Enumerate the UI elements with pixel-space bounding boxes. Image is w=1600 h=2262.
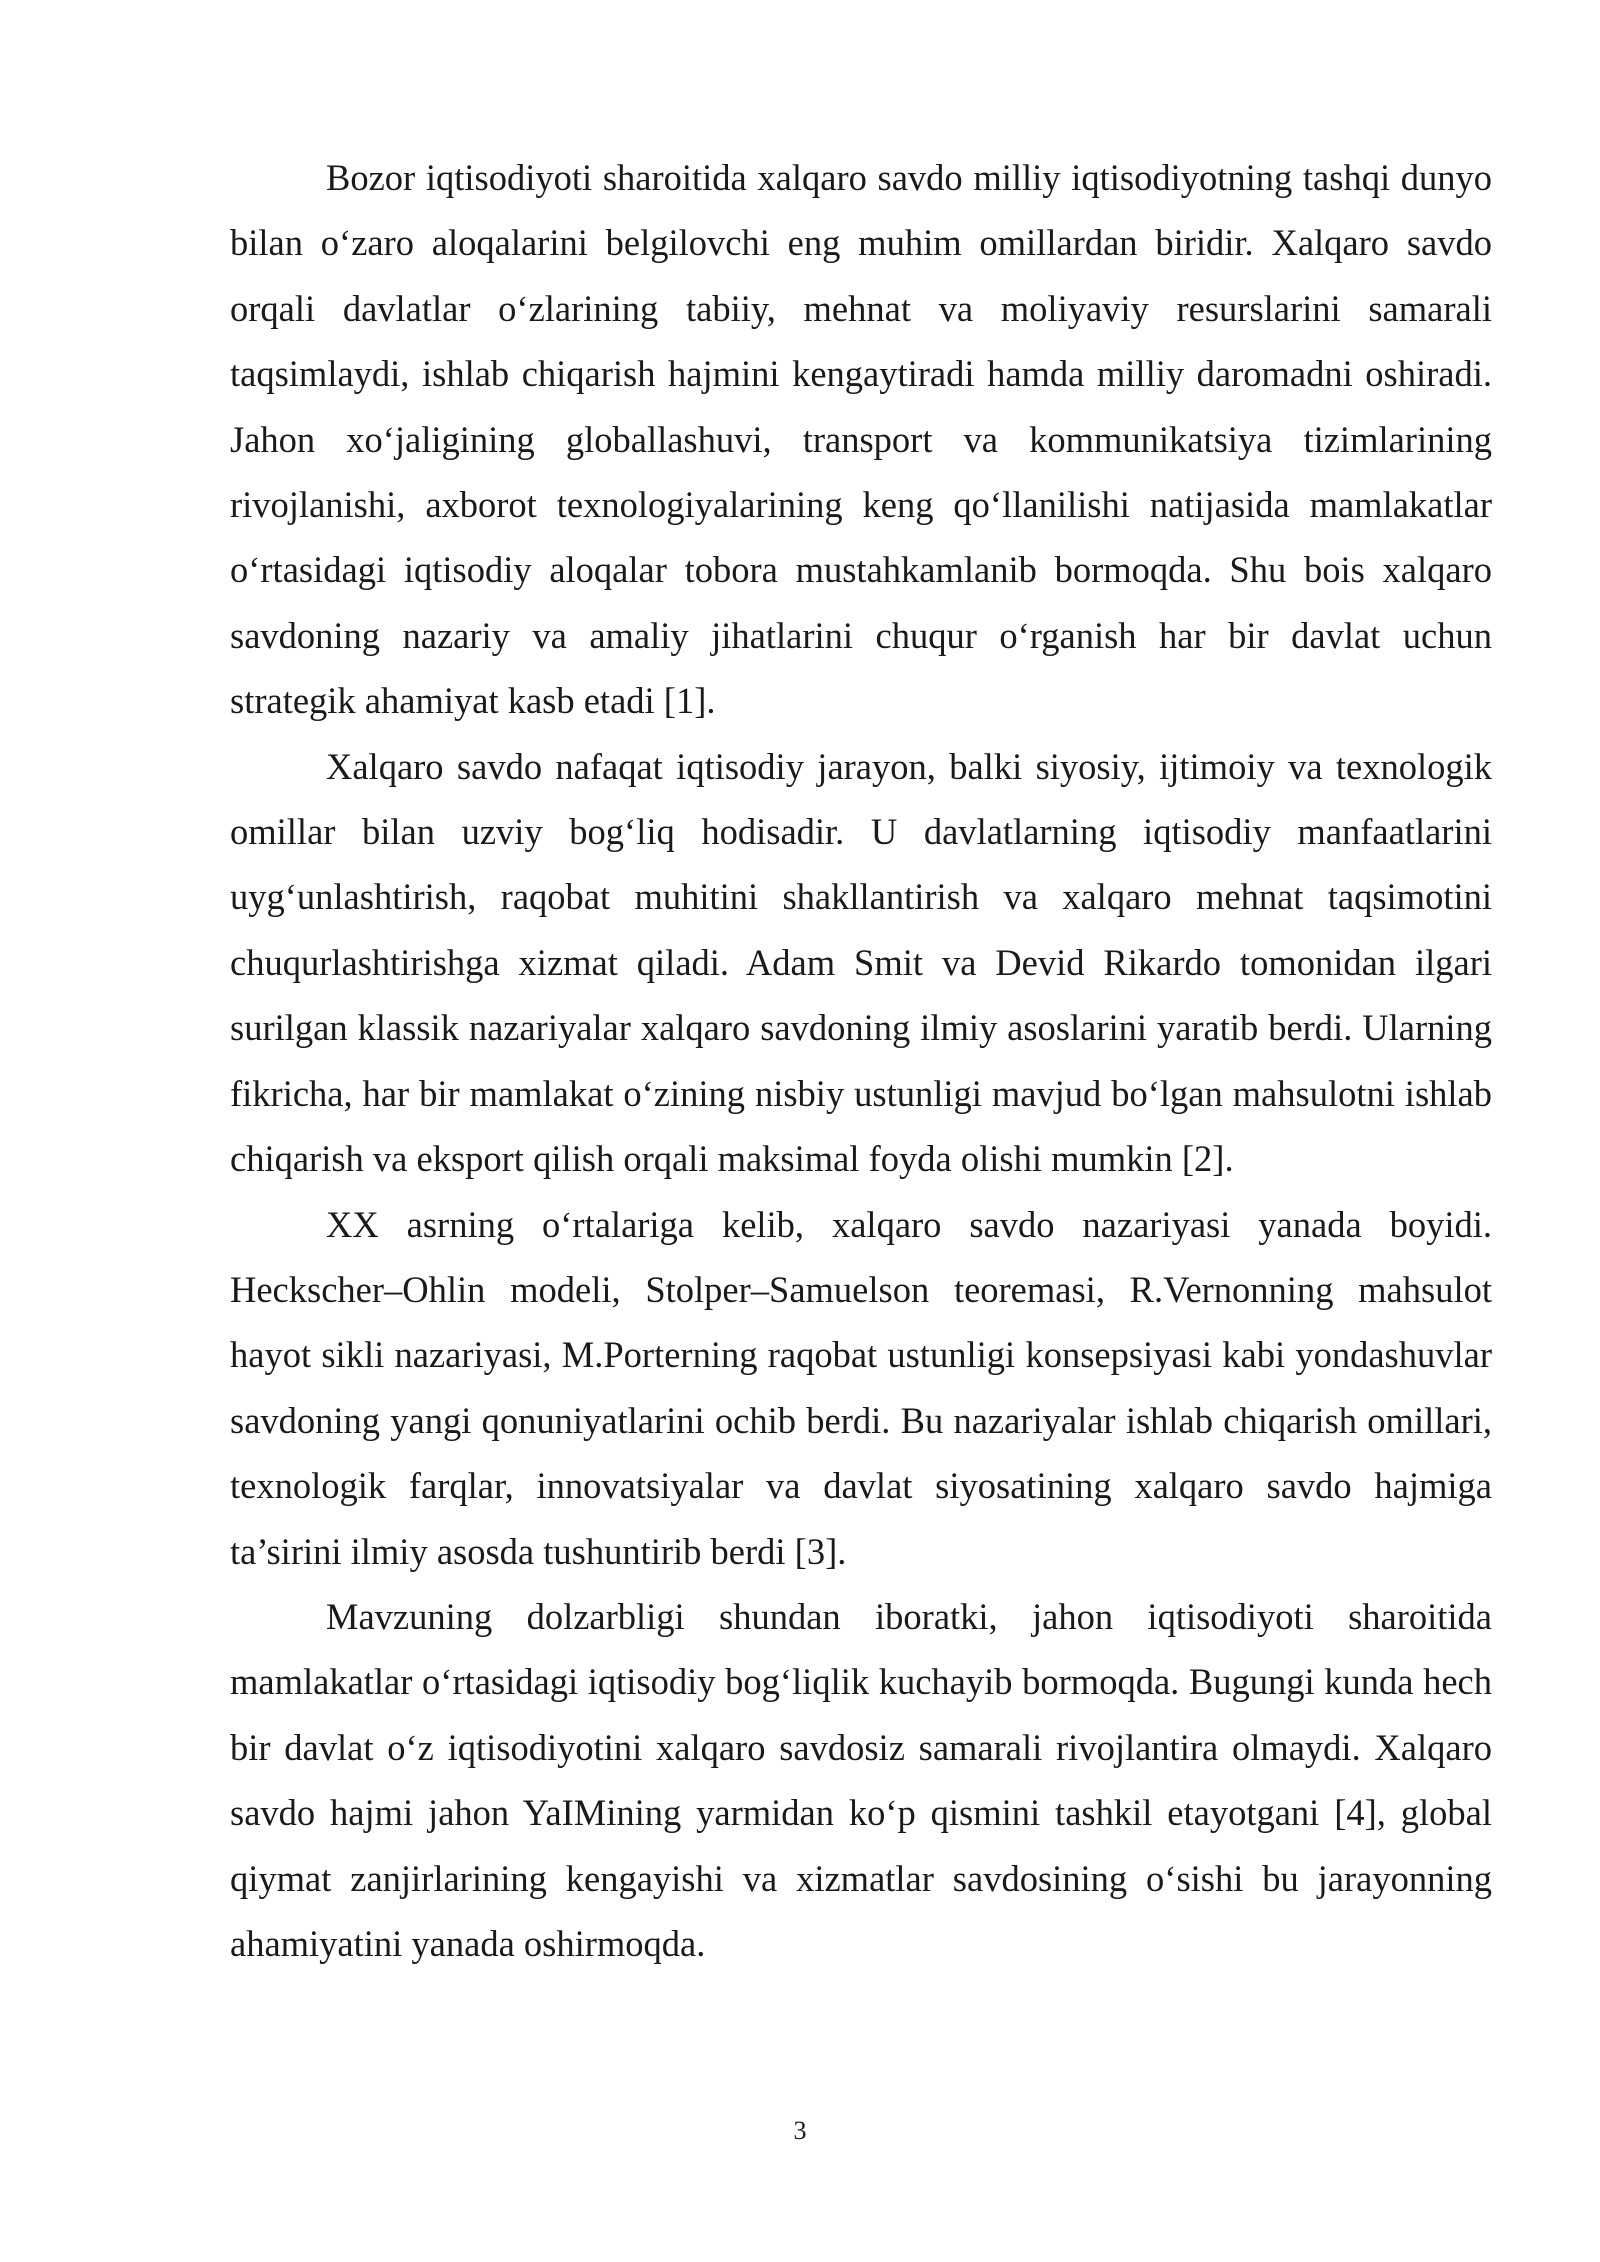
- page-number: 3: [793, 2116, 807, 2145]
- paragraph-1: Bozor iqtisodiyoti sharoitida xalqaro savdo milliy iqtisodiyotning tashqi dunyo bilan o‘zaro aloqalarini belgilovchi eng muhim omillardan biridir. Xalqaro savdo orqali davlatlar o‘zlarining tabiiy, mehnat va moliyaviy resurslarini samarali taqsimlaydi, ishlab chiqarish hajmini kengaytiradi hamda milliy daromadni oshiradi. Jahon xo‘jaligining globallashuvi, transport va kommunikatsiya tizimlarining rivojlanishi, axborot texnologiyalarining keng qo‘llanilishi natijasida mamlakatlar o‘rtasidagi iqtisodiy aloqalar tobora mustahkamlanib bormoqda. Shu bois xalqaro savdoning nazariy va amaliy jihatlarini chuqur o‘rganish har bir davlat uchun strategik ahamiyat kasb etadi [1].: [230, 157, 1492, 722]
- paragraph-4: Mavzuning dolzarbligi shundan iboratki, jahon iqtisodiyoti sharoitida mamlakatlar o‘rtasidagi iqtisodiy bog‘liqlik kuchayib bormoqda. Bugungi kunda hech bir davlat o‘z iqtisodiyotini xalqaro savdosiz samarali rivojlantira olmaydi. Xalqaro savdo hajmi jahon YaIMining yarmidan ko‘p qismini tashkil etayotgani [4], global qiymat zanjirlarining kengayishi va xizmatlar savdosining o‘sishi bu jarayonning ahamiyatini yanada oshirmoqda.: [230, 1595, 1492, 1964]
- body-text: [230, 145, 1492, 1976]
- paragraph-2: Xalqaro savdo nafaqat iqtisodiy jarayon, balki siyosiy, ijtimoiy va texnologik omillar bilan uzviy bog‘liq hodisadir. U davlatlarning iqtisodiy manfaatlarini uyg‘unlashtirish, raqobat muhitini shakllantirish va xalqaro mehnat taqsimotini chuqurlashtirishga xizmat qiladi. Adam Smit va Devid Rikardo tomonidan ilgari surilgan klassik nazariyalar xalqaro savdoning ilmiy asoslarini yaratib berdi. Ularning fikricha, har bir mamlakat o‘zining nisbiy ustunligi mavjud bo‘lgan mahsulotni ishlab chiqarish va eksport qilish orqali maksimal foyda olishi mumkin [2].: [230, 745, 1492, 1180]
- paragraph-3: XX asrning o‘rtalariga kelib, xalqaro savdo nazariyasi yanada boyidi. Heckscher–Ohlin modeli, Stolper–Samuelson teoremasi, R.Vernonning mahsulot hayot sikli nazariyasi, M.Porterning raqobat ustunligi konsepsiyasi kabi yondashuvlar savdoning yangi qonuniyatlarini ochib berdi. Bu nazariyalar ishlab chiqarish omillari, texnologik farqlar, innovatsiyalar va davlat siyosatining xalqaro savdo hajmiga ta’sirini ilmiy asosda tushuntirib berdi [3].: [230, 1203, 1492, 1572]
